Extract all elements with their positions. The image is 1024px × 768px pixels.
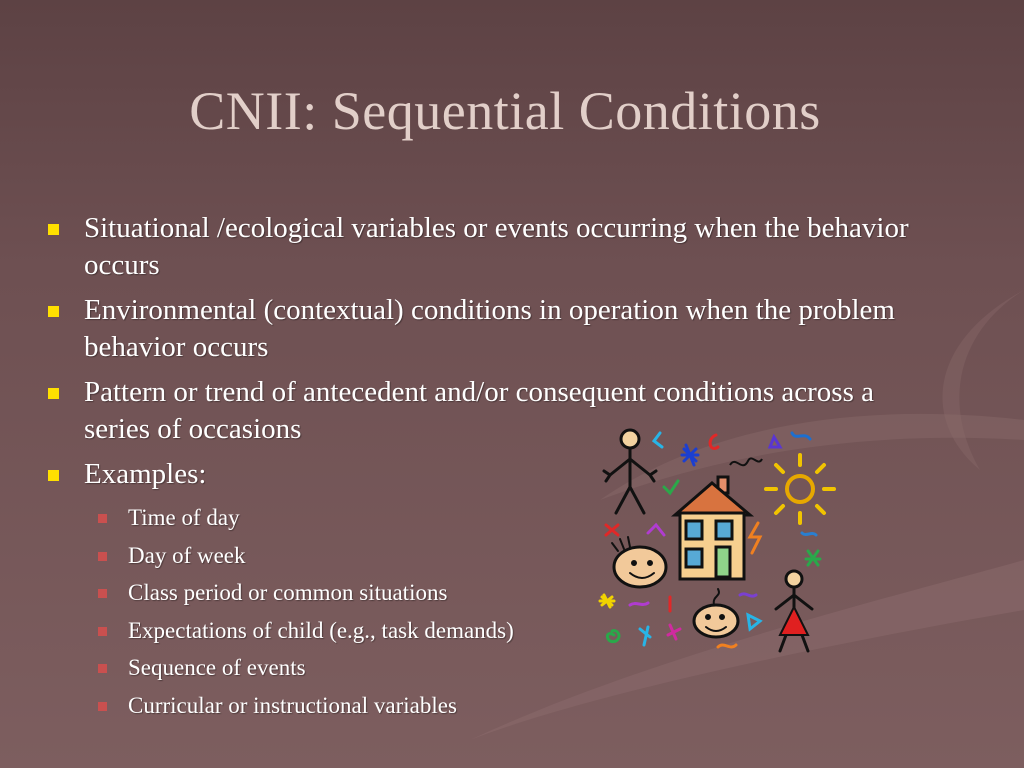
square-sub-bullet-icon (98, 589, 107, 598)
sub-bullet-text: Expectations of child (e.g., task demands) (128, 617, 514, 643)
bullet-item (42, 210, 922, 284)
bullet-text: Situational /ecological variables or events occurring when the behavior occurs (84, 212, 909, 281)
square-sub-bullet-icon (98, 552, 107, 561)
square-sub-bullet-icon (98, 664, 107, 673)
sub-bullet-text: Sequence of events (128, 655, 306, 680)
sub-bullet-item (84, 687, 922, 725)
sub-bullet-text: Day of week (128, 542, 246, 568)
square-bullet-icon (48, 224, 59, 235)
bullet-item (42, 292, 922, 366)
children-house-sun-clipart-icon (590, 425, 840, 665)
sub-bullet-text: Class period or common situations (128, 580, 448, 605)
square-sub-bullet-icon (98, 702, 107, 711)
square-bullet-icon (48, 470, 59, 481)
sub-bullet-text: Time of day (128, 505, 240, 530)
slide-title: CNII: Sequential Conditions (189, 81, 821, 141)
bullet-text: Environmental (contextual) conditions in operation when the problem behavior occurs (84, 294, 895, 363)
square-bullet-icon (48, 388, 59, 399)
sub-bullet-text: Curricular or instructional variables (128, 692, 457, 718)
square-bullet-icon (48, 306, 59, 317)
bullet-text: Pattern or trend of antecedent and/or consequent conditions across a series of occasions (84, 376, 874, 445)
square-sub-bullet-icon (98, 627, 107, 636)
square-sub-bullet-icon (98, 514, 107, 523)
bullet-text: Examples: (84, 458, 207, 490)
